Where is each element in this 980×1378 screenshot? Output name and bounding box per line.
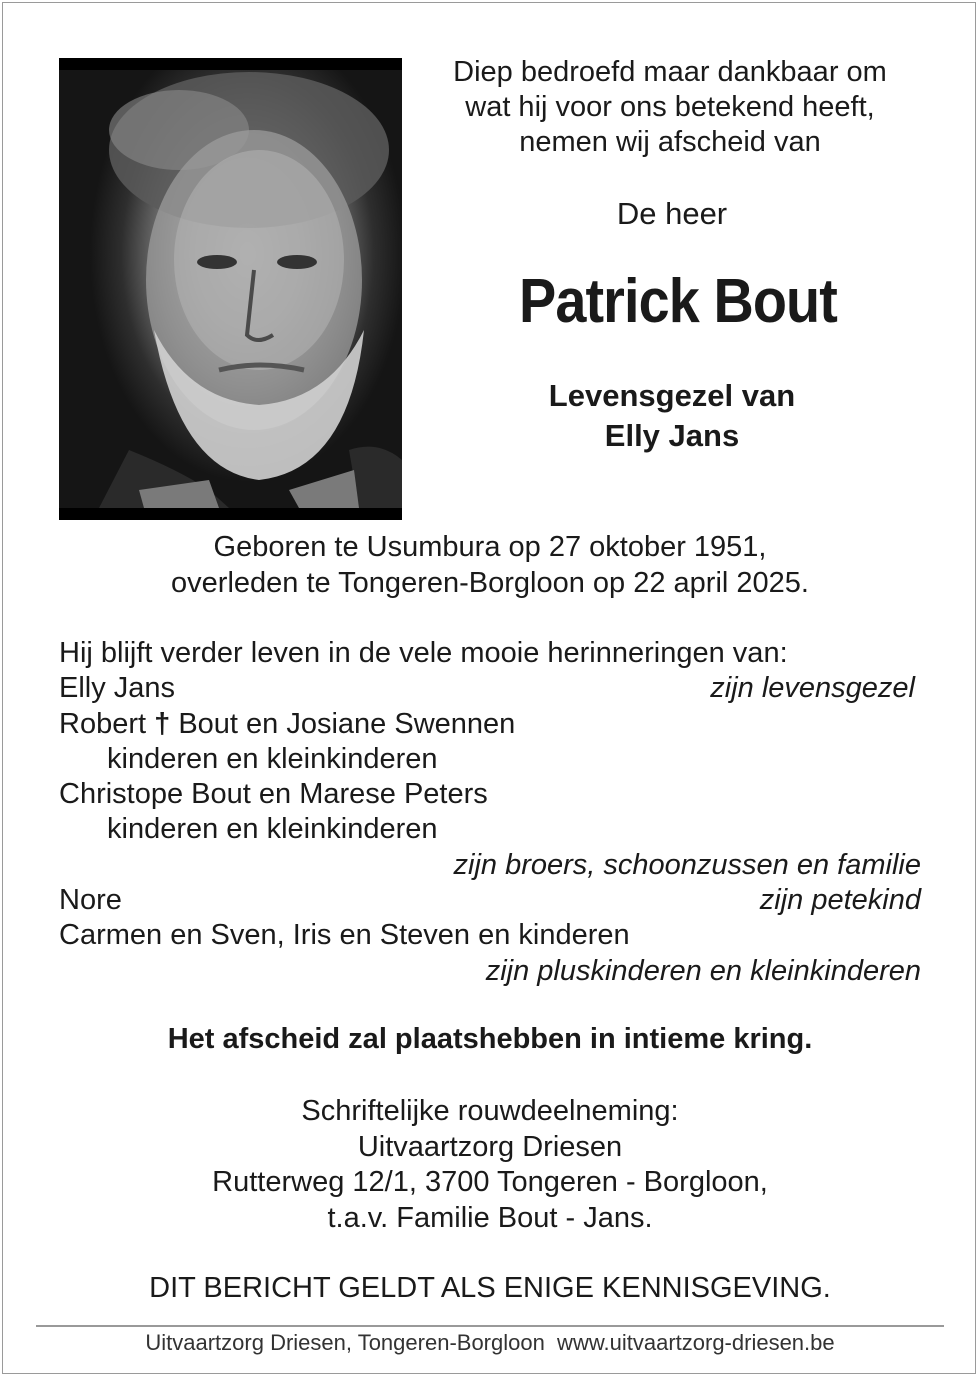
family-intro: Hij blijft verder leven in de vele mooie herinneringen van: <box>59 637 788 669</box>
family-member: kinderen en kleinkinderen <box>107 813 438 846</box>
ceremony-text: Het afscheid zal plaatshebben in intieme kring. <box>167 1023 813 1055</box>
family-relation: zijn broers, schoonzussen en familie <box>453 848 921 881</box>
notice-text: DIT BERICHT GELDT ALS ENIGE KENNISGEVING. <box>149 1272 831 1304</box>
contact-block <box>0 1094 980 1236</box>
intro-text <box>410 55 930 160</box>
contact-line: Schriftelijke rouwdeelneming: <box>301 1095 679 1127</box>
family-member: kinderen en kleinkinderen <box>107 742 438 775</box>
footer-divider <box>36 1325 944 1327</box>
intro-line: wat hij voor ons betekend heeft, <box>465 91 875 123</box>
birth-line: Geboren te Usumbura op 27 oktober 1951, <box>213 531 767 563</box>
family-member: Nore <box>59 884 122 917</box>
birth-death-block <box>0 529 980 601</box>
family-row <box>59 954 921 989</box>
cross-icon: † <box>154 707 171 740</box>
family-row <box>59 918 921 953</box>
family-intro-row <box>59 636 921 671</box>
family-row <box>59 707 921 742</box>
partner-label: Levensgezel van <box>548 378 796 413</box>
family-row <box>59 671 921 706</box>
intro-line: nemen wij afscheid van <box>519 126 821 158</box>
family-member <box>59 707 515 742</box>
family-row <box>59 812 921 847</box>
family-list <box>59 636 921 989</box>
contact-line: t.a.v. Familie Bout - Jans. <box>327 1201 653 1234</box>
title-prefix: De heer <box>616 196 728 231</box>
contact-line: Uitvaartzorg Driesen <box>357 1130 623 1163</box>
family-relation: zijn pluskinderen en kleinkinderen <box>485 954 921 987</box>
family-row <box>59 848 921 883</box>
family-row <box>59 777 921 812</box>
death-line: overleden te Tongeren-Borgloon op 22 april 2025. <box>171 567 809 599</box>
family-relation: zijn petekind <box>759 884 921 917</box>
deceased-name: Patrick Bout <box>519 267 837 336</box>
family-relation: zijn levensgezel <box>710 672 915 705</box>
intro-line: Diep bedroefd maar dankbaar om <box>453 56 887 88</box>
family-member-first: Robert <box>59 707 147 740</box>
partner-block <box>410 376 934 456</box>
family-member-rest: Bout en Josiane Swennen <box>178 707 516 740</box>
family-member: Christope Bout en Marese Peters <box>59 778 488 811</box>
contact-line: Rutterweg 12/1, 3700 Tongeren - Borgloon, <box>212 1166 768 1198</box>
footer-text: Uitvaartzorg Driesen, Tongeren-Borgloon www.uitvaartzorg-driesen.be <box>145 1330 835 1355</box>
family-member: Elly Jans <box>59 672 176 705</box>
family-row <box>59 883 921 918</box>
family-row <box>59 742 921 777</box>
family-member: Carmen en Sven, Iris en Steven en kinderen <box>59 919 630 952</box>
portrait-photo <box>59 58 402 520</box>
portrait-illustration <box>59 70 402 508</box>
partner-name: Elly Jans <box>604 418 740 453</box>
